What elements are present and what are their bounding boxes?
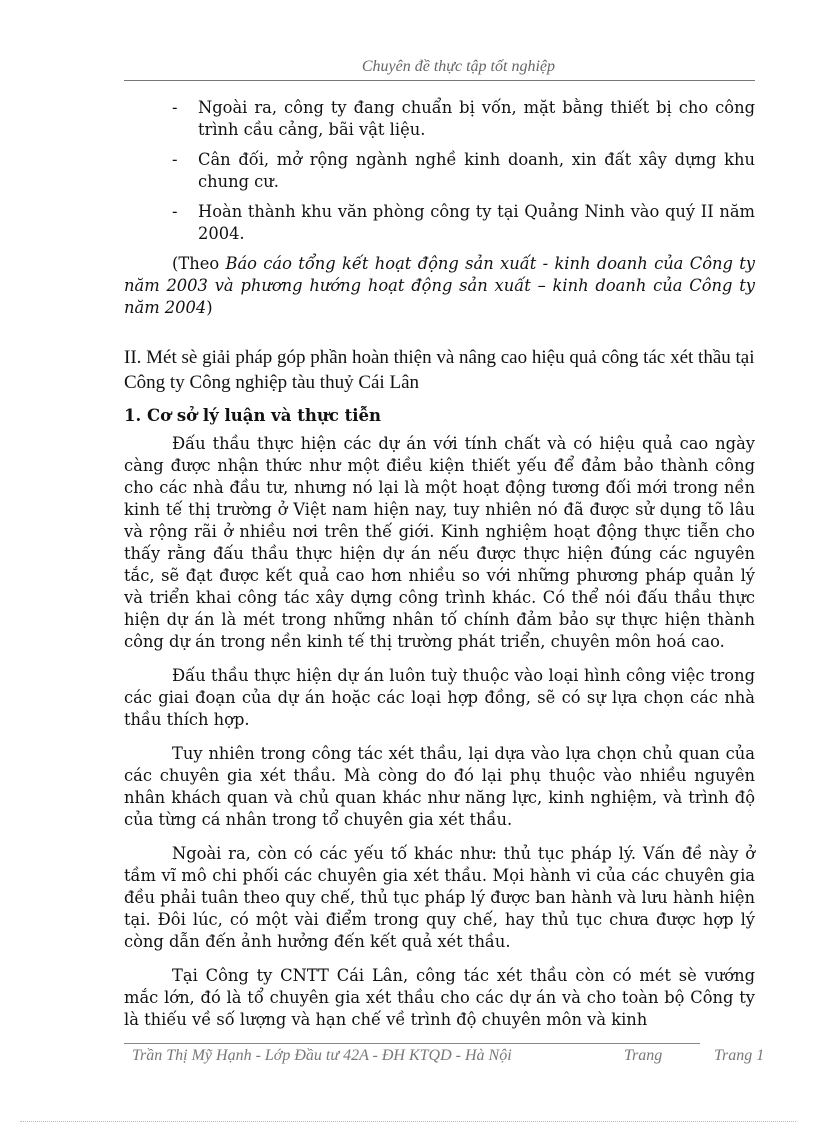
- bullet-marker: -: [172, 150, 178, 169]
- paragraph: Ngoài ra, còn có các yếu tố khác như: thủ tục pháp lý. Vấn đề này ở tầm vĩ mô chi phối các chuyên gia xét thầu. Mọi hành vi của các chuyên gia đều phải tuân theo quy chế, thủ tục pháp lý được ban hành và lưu hành hiện tại. Đôi lúc, có một vài điểm trong quy chế, hay thủ tục chưa được hợp lý còng dẫn đến ảnh hưởng đến kết quả xét thầu.: [124, 844, 755, 951]
- footer-page-label: Trang: [624, 1047, 663, 1064]
- source-citation: (Theo Báo cáo tổng kết hoạt động sản xuất - kinh doanh của Công ty năm 2003 và phương hướng hoạt động sản xuất – kinh doanh của Công ty năm 2004): [124, 254, 755, 317]
- header-divider: [124, 80, 755, 81]
- footer-divider: [124, 1043, 700, 1044]
- paragraph: Đấu thầu thực hiện các dự án với tính chất và có hiệu quả cao ngày càng được nhận thức như một điều kiện thiết yếu để đảm bảo thành công cho các nhà đầu tư, nhưng nó lại là một hoạt động tương đối mới trong nền kinh tế thị trường ở Việt nam hiện nay, tuy nhiên nó đã được sử dụng tõ lâu và rộng rãi ở nhiều nơi trên thế giới. Kinh nghiệm hoạt động thực tiễn cho thấy rằng đấu thầu thực hiện dự án nếu được thực hiện đúng các nguyên tắc, sẽ đạt được kết quả cao hơn nhiều so với những phương pháp quản lý và triển khai công tác xây dựng công trình khác. Có thể nói đấu thầu thực hiện dự án là mét trong những nhân tố chính đảm bảo sự thực hiện thành công dự án trong nền kinh tế thị trường phát triển, chuyên môn hoá cao.: [124, 434, 755, 651]
- footer-page-number: Trang 1: [714, 1047, 765, 1064]
- paragraph: Đấu thầu thực hiện dự án luôn tuỳ thuộc vào loại hình công việc trong các giai đoạn của dự án hoặc các loại hợp đồng, sẽ có sự lựa chọn các nhà thầu thích hợp.: [124, 666, 755, 729]
- subsection-title: 1. Cơ sở lý luận và thực tiễn: [124, 406, 381, 425]
- page-bottom-border: [20, 1121, 796, 1122]
- list-item: - Hoàn thành khu văn phòng công ty tại Quảng Ninh vào quý II năm 2004.: [172, 202, 755, 243]
- document-body: [124, 97, 755, 1043]
- bullet-list: [124, 97, 755, 245]
- list-item: - Cân đối, mở rộng ngành nghề kinh doanh, xin đất xây dựng khu chung cư.: [172, 150, 755, 191]
- list-item: - Ngoài ra, công ty đang chuẩn bị vốn, mặt bằng thiết bị cho công trình cầu cảng, bãi vật liệu.: [172, 98, 755, 139]
- bullet-marker: -: [172, 98, 178, 117]
- paragraph: Tuy nhiên trong công tác xét thầu, lại dựa vào lựa chọn chủ quan của các chuyên gia xét thầu. Mà còng do đó lại phụ thuộc vào nhiều nguyên nhân khách quan và chủ quan khác như năng lực, kinh nghiệm, và trình độ của từng cá nhân trong tổ chuyên gia xét thầu.: [124, 744, 755, 829]
- page-header: Chuyên đề thực tập tốt nghiệp: [361, 58, 555, 75]
- paragraph: Tại Công ty CNTT Cái Lân, công tác xét thầu còn có mét sè vướng mắc lớn, đó là tổ chuyên gia xét thầu cho các dự án và cho toàn bộ Công ty là thiếu về số lượng và hạn chế về trình độ chuyên môn và kinh: [124, 966, 755, 1029]
- footer-author: Trần Thị Mỹ Hạnh - Lớp Đầu tư 42A - ĐH KTQD - Hà Nội: [132, 1047, 512, 1064]
- section-title: II. Mét sè giải pháp góp phần hoàn thiện và nâng cao hiệu quả công tác xét thầu tại Công ty Công nghiệp tàu thuỷ Cái Lân: [124, 347, 755, 393]
- bullet-marker: -: [172, 202, 178, 221]
